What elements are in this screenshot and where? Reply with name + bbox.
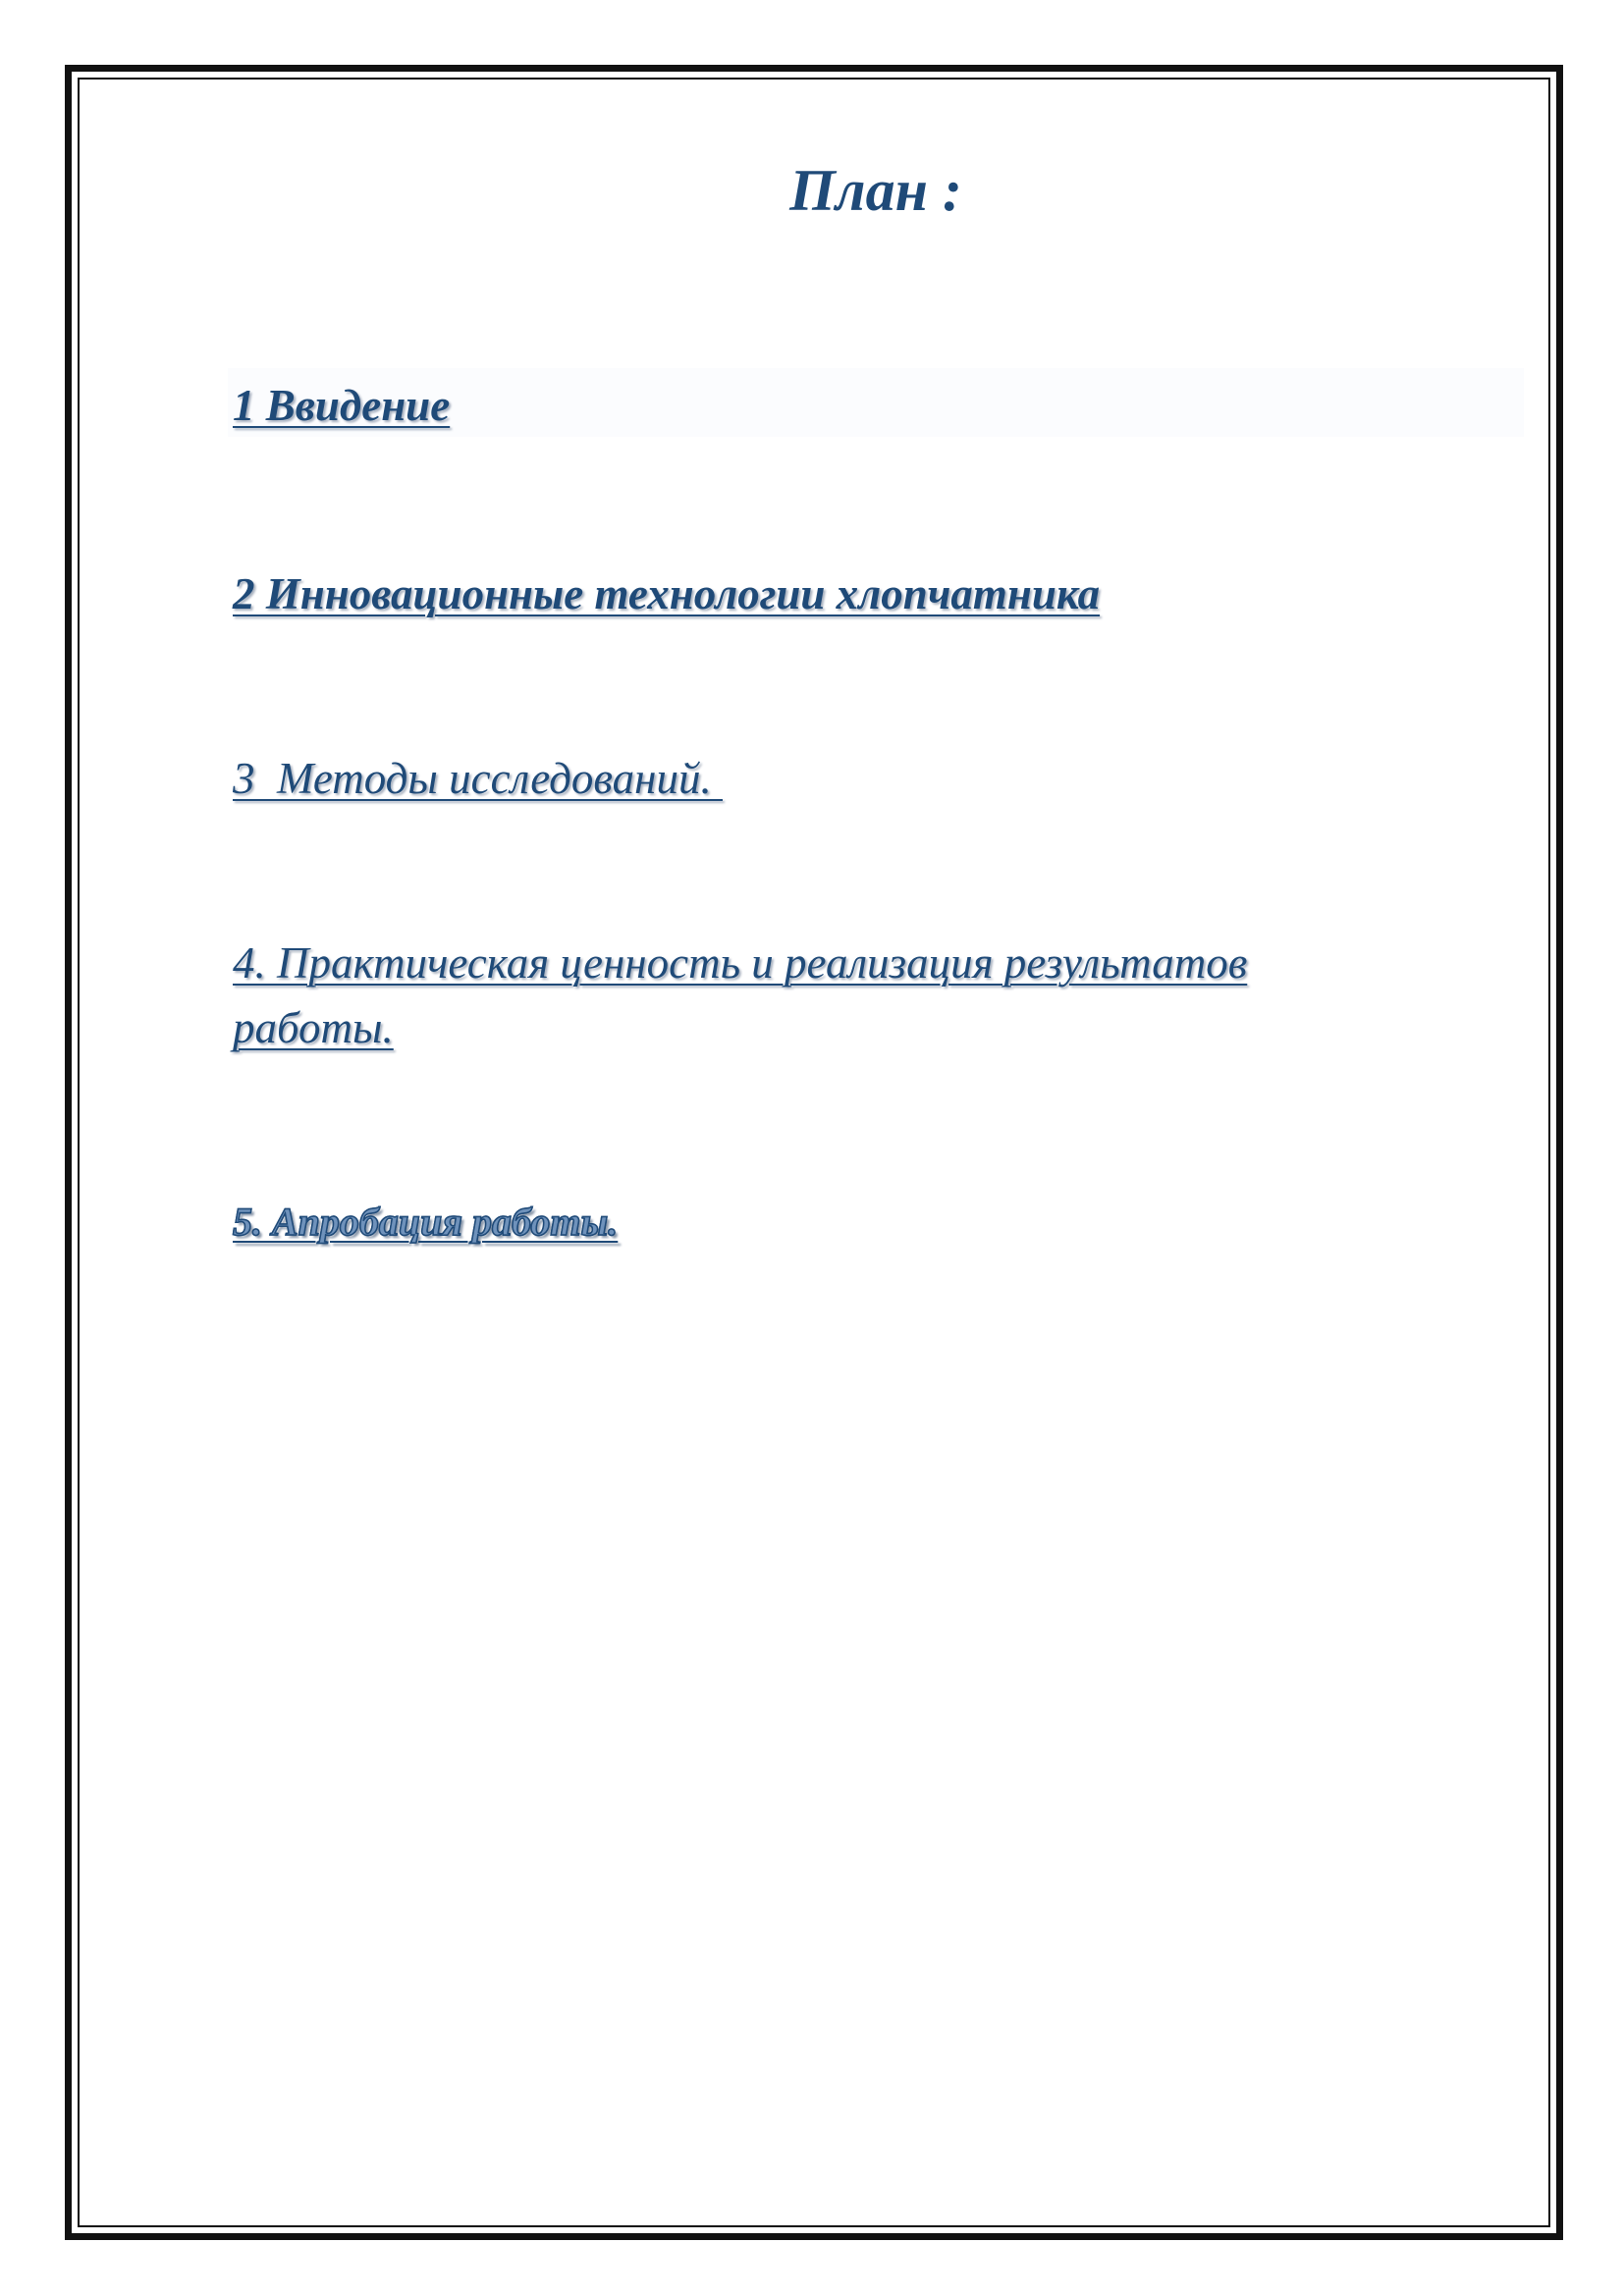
plan-item-1: 1 Ввидение [233,381,451,430]
plan-item-2: 2 Инновационные технологии хлопчатника [233,569,1101,618]
plan-item-3: 3 Методы исследований. [233,754,723,803]
page-title [0,157,1624,225]
page-title-text: План : [789,158,962,223]
plan-item-4: 4. Практическая ценность и реализация результатов работы. [233,938,1248,1052]
plan-item-5: 5. Апробация работы. [233,1200,619,1244]
